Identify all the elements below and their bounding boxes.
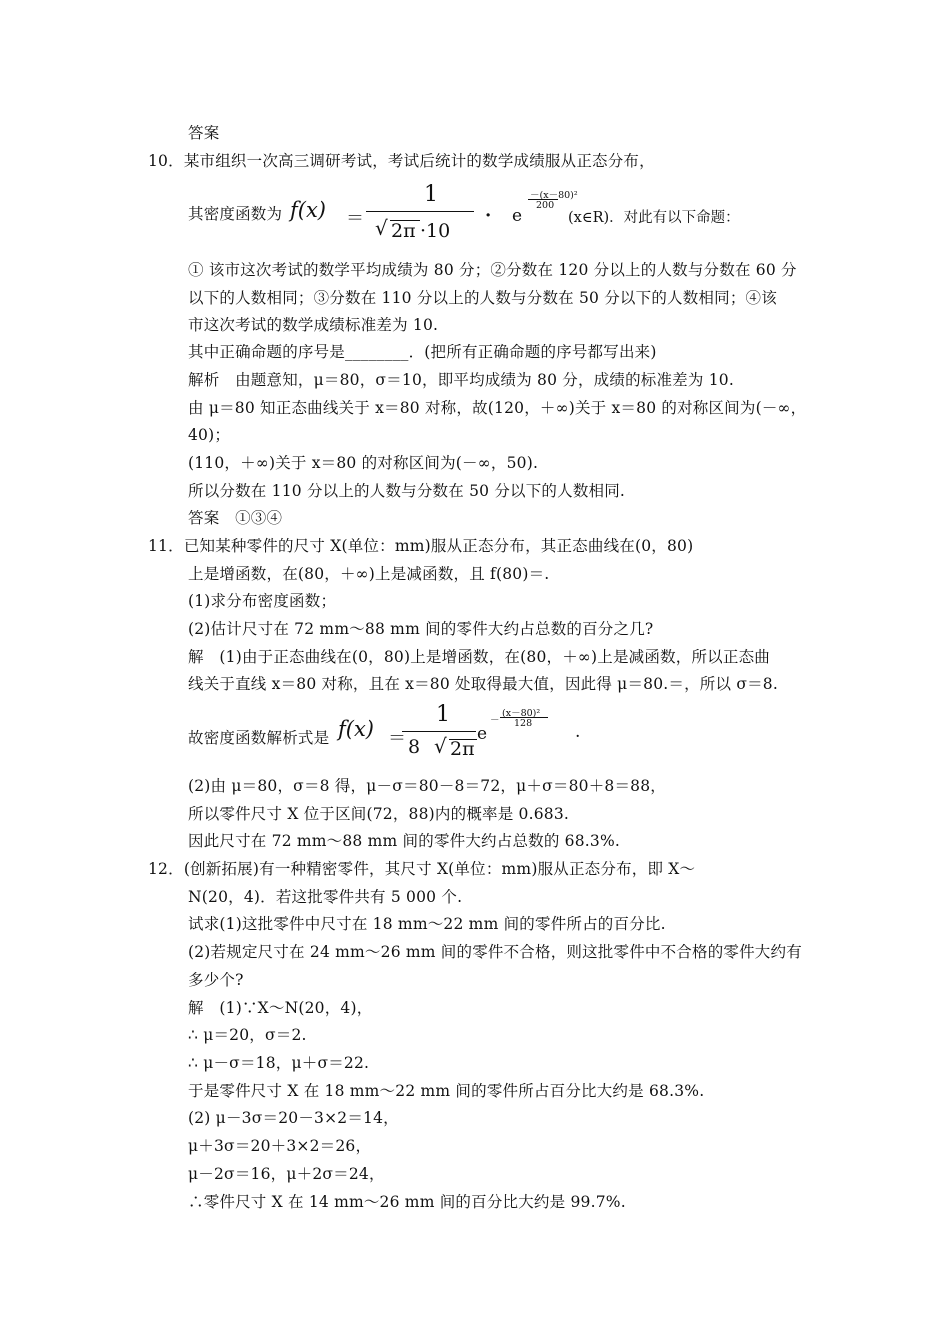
solution-11-line-4: (2)由 μ＝80，σ＝8 得，μ－σ＝80－8＝72，μ＋σ＝80＋8＝88，	[188, 777, 666, 795]
answer-10: 答案 ①③④	[188, 509, 283, 527]
eq2-lhs: f(x)	[338, 717, 375, 741]
eq1-den-sqrt: 2π	[391, 220, 416, 242]
prop-line-1: ① 该市这次考试的数学平均成绩为 80 分；②分数在 120 分以上的人数与分数在 60 分	[188, 261, 797, 279]
prop-line-2: 以下的人数相同；③分数在 110 分以上的人数与分数在 50 分以下的人数相同；④该	[188, 289, 777, 307]
eq1-equals: ＝	[346, 208, 364, 229]
solution-11-density-intro: 故密度函数解析式是	[188, 729, 330, 747]
problem-11-part-2: (2)估计尺寸在 72 mm～88 mm 间的零件大约占总数的百分之几?	[188, 620, 654, 638]
solution-11-line-2: 线关于直线 x＝80 对称，且在 x＝80 处取得最大值，因此得 μ＝80.＝，所以 σ＝8.	[188, 675, 778, 693]
solution-12-line-6: μ＋3σ＝20＋3×2＝26，	[188, 1137, 372, 1155]
eq2-equals: ＝	[388, 728, 406, 749]
eq1-dot: ·	[485, 205, 492, 226]
eq1-sqrt-icon: √	[375, 216, 388, 240]
problem-11-stem: 11．已知某种零件的尺寸 X(单位：mm)服从正态分布，其正态曲线在(0，80)	[148, 537, 694, 555]
analysis-line-5: 所以分数在 110 分以上的人数与分数在 50 分以下的人数相同.	[188, 482, 626, 500]
analysis-line-4: (110，＋∞)关于 x＝80 的对称区间为(－∞，50).	[188, 454, 539, 472]
solution-12-line-8: ∴零件尺寸 X 在 14 mm～26 mm 间的百分比大约是 99.7%.	[188, 1193, 626, 1211]
problem-11-stem-2: 上是增函数，在(80，＋∞)上是减函数，且 f(80)＝.	[188, 565, 550, 583]
eq1-numerator: 1	[424, 182, 438, 207]
question-line-10: 其中正确命题的序号是________．(把所有正确命题的序号都写出来)	[188, 343, 657, 361]
problem-12-stem-2: N(20，4)．若这批零件共有 5 000 个.	[188, 888, 463, 906]
eq2-e: e	[477, 724, 488, 744]
eq1-den-rest: ·10	[420, 220, 451, 242]
solution-11-line-1: 解 (1)由于正态曲线在(0，80)上是增函数，在(80，＋∞)上是减函数，所以正态曲	[188, 648, 770, 666]
solution-12-line-7: μ－2σ＝16，μ＋2σ＝24，	[188, 1165, 385, 1183]
analysis-line-2: 由 μ＝80 知正态曲线关于 x＝80 对称，故(120，＋∞)关于 x＝80 的对称区间为(－∞，	[188, 399, 807, 417]
eq2-fraction-bar	[402, 731, 476, 732]
solution-12-line-5: (2) μ－3σ＝20－3×2＝14，	[188, 1109, 399, 1127]
analysis-line-1: 解析 由题意知，μ＝80，σ＝10，即平均成绩为 80 分，成绩的标准差为 10.	[188, 371, 734, 389]
problem-12-part-2: (2)若规定尺寸在 24 mm～26 mm 间的零件不合格，则这批零件中不合格的零件大约有	[188, 943, 802, 961]
problem-12-part-1: 试求(1)这批零件中尺寸在 18 mm～22 mm 间的零件所占的百分比.	[188, 915, 666, 933]
problem-11-part-1: (1)求分布密度函数；	[188, 592, 337, 610]
problem-12-part-2b: 多少个?	[188, 971, 244, 989]
eq1-fraction-bar	[366, 211, 474, 212]
eq2-exp-den: 128	[514, 718, 533, 729]
solution-12-line-3: ∴ μ－σ＝18，μ＋σ＝22.	[188, 1054, 370, 1072]
solution-12-line-2: ∴ μ＝20，σ＝2.	[188, 1026, 307, 1044]
solution-12-line-1: 解 (1)∵X～N(20，4)，	[188, 999, 373, 1017]
problem-12-stem: 12．(创新拓展)有一种精密零件，其尺寸 X(单位：mm)服从正态分布，即 X～	[148, 860, 696, 878]
eq2-numerator: 1	[436, 702, 450, 727]
eq1-tail: (x∈R)．对此有以下命题：	[568, 210, 740, 226]
eq1-exp-num: －(x－80)²	[530, 190, 578, 201]
eq2-tail: .	[575, 722, 581, 742]
eq1-e: e	[512, 206, 523, 226]
prop-line-3: 市这次考试的数学成绩标准差为 10.	[188, 316, 439, 334]
answer-label-9: 答案	[188, 124, 220, 142]
eq2-exp-sign: －	[490, 715, 500, 726]
eq1-exp-den: 200	[536, 200, 555, 211]
eq2-den-a: 8	[408, 736, 421, 758]
eq2-den-sqrt: 2π	[450, 738, 475, 760]
eq2-sqrt-icon: √	[434, 734, 447, 758]
analysis-line-3: 40)；	[188, 426, 231, 444]
solution-11-line-5: 所以零件尺寸 X 位于区间(72，88)内的概率是 0.683.	[188, 805, 570, 823]
problem-10-stem: 10．某市组织一次高三调研考试，考试后统计的数学成绩服从正态分布，	[148, 152, 655, 170]
problem-10-density-intro: 其密度函数为	[188, 205, 283, 223]
eq2-exp-num: (x－80)²	[502, 708, 541, 719]
solution-11-line-6: 因此尺寸在 72 mm～88 mm 间的零件大约占总数的 68.3%.	[188, 832, 621, 850]
eq1-lhs: f(x)	[290, 198, 327, 222]
solution-12-line-4: 于是零件尺寸 X 在 18 mm～22 mm 间的零件所占百分比大约是 68.3%.	[188, 1082, 705, 1100]
